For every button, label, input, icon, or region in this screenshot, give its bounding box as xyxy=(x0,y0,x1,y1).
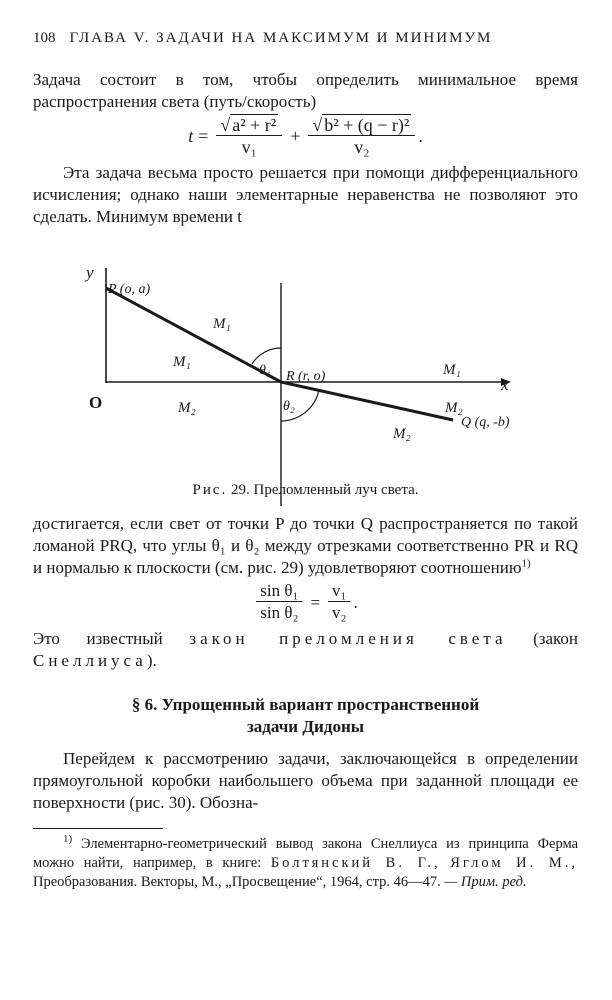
snell-den-right: v₂ xyxy=(332,603,347,622)
snell-law-name: закон преломления света xyxy=(189,629,507,648)
formula-fraction-1: $\frac{\text{√ a² + r²}}{\text{v₁}}$ xyxy=(216,115,282,158)
radicand-1: a² + r² xyxy=(232,115,277,135)
formula-time xyxy=(33,115,578,158)
formula-end: . xyxy=(418,126,423,146)
running-head xyxy=(33,30,578,47)
label-m1-left: M₁ xyxy=(173,354,191,370)
section-heading xyxy=(33,694,578,738)
snell-num-right: v₁ xyxy=(328,581,350,602)
snell-prefix: Это известный xyxy=(33,629,163,648)
denominator-2: v₂ xyxy=(354,137,370,157)
snell-den-left: sin θ₂ xyxy=(260,603,299,622)
footnote xyxy=(33,835,578,892)
theta1-arc xyxy=(252,348,281,364)
ray-rq xyxy=(281,382,453,420)
label-theta2: θ₂ xyxy=(283,399,295,414)
section-heading-line2: задачи Дидоны xyxy=(246,717,365,736)
footnote-text-a: Элементарно-геометрический вывод закона Снеллиуса из принципа Ферма можно найти, например, в книге: xyxy=(33,836,578,871)
footnote-ref: 1) xyxy=(521,557,531,570)
label-point-q: Q (q, -b) xyxy=(461,415,510,430)
figure-refraction xyxy=(33,228,578,518)
refraction-diagram xyxy=(33,228,578,518)
snell-fraction-right xyxy=(328,581,350,624)
label-y-axis: y xyxy=(86,263,94,282)
section-heading-line1: § 6. Упрощенный вариант пространственной xyxy=(131,695,480,714)
page-number: 108 xyxy=(33,30,56,46)
snell-fraction-left xyxy=(256,581,302,624)
snell-name: Снеллиуса xyxy=(33,651,147,670)
caption-prefix: Рис. xyxy=(192,482,228,498)
caption-text: 29. Преломленный луч света. xyxy=(231,482,419,498)
footnote-author2: Яглом И. М., xyxy=(450,855,579,871)
paragraph-box-problem: Перейдем к рассмотрению задачи, заключающейся в определении прямоугольной коробки наибольшего объема при заданной площади ее поверхности (рис. 30). Обозна- xyxy=(33,749,578,812)
paragraph-calculus: Эта задача весьма просто решается при помощи дифференциального исчисления; однако наши элементарные неравенства не позволяют это сделать. Минимум времени t xyxy=(33,163,578,226)
paragraph-intro: Задача состоит в том, чтобы определить минимальное время распространения света (путь/скорость) xyxy=(33,70,578,111)
formula-eq: = xyxy=(198,126,209,146)
label-point-r: R (r, o) xyxy=(286,369,326,384)
formula-fraction-2: $\frac{\text{√ b² + (q − r)²}}{\text{v₂}}$ xyxy=(308,115,415,158)
label-m2-left: M₂ xyxy=(178,400,196,416)
snell-mid: (закон xyxy=(533,629,579,648)
paragraph-ray-path xyxy=(33,513,578,579)
book-page xyxy=(33,30,578,892)
radicand-2: b² + (q − r)² xyxy=(324,115,410,135)
formula-plus: + xyxy=(290,126,301,146)
ray-pr xyxy=(106,288,281,382)
label-m2-lower: M₂ xyxy=(393,426,411,442)
footnote-note: — Прим. ред. xyxy=(444,874,527,890)
label-m1-upper: M₁ xyxy=(213,316,231,332)
paragraph-snell-law xyxy=(33,628,578,672)
ray-path-text: достигается, если свет от точки P до точки Q распространяется по такой ломаной PRQ, что углы θ₁ и θ₂ между отрезками соответственно PR и RQ и нормалью к плоскости (см. рис. 29) удовлетворяют соотношению xyxy=(33,514,578,577)
formula-lhs: t xyxy=(188,126,194,146)
footnote-author1: Болтянский В. Г., xyxy=(270,855,441,871)
snell-end-text: ). xyxy=(146,651,157,670)
snell-num-left: sin θ₁ xyxy=(256,581,302,602)
snell-end: . xyxy=(353,592,358,612)
footnote-marker: 1) xyxy=(63,833,73,846)
running-title: ГЛАВА V. ЗАДАЧИ НА МАКСИМУМ И МИНИМУМ xyxy=(69,30,493,46)
label-origin: O xyxy=(89,393,103,412)
snell-eq: = xyxy=(310,592,321,612)
footnote-divider xyxy=(33,828,163,829)
formula-snell xyxy=(33,581,578,624)
label-m2-right: M₂ xyxy=(445,400,463,416)
label-m1-right: M₁ xyxy=(443,362,461,378)
label-theta1: θ₁ xyxy=(259,363,271,378)
label-x-axis: x xyxy=(501,375,509,394)
label-point-p: P (o, a) xyxy=(108,282,151,297)
denominator-1: v₁ xyxy=(241,137,257,157)
footnote-text-b: Преобразования. Векторы, М., „Просвещение“, 1964, стр. 46—47. xyxy=(33,874,441,890)
